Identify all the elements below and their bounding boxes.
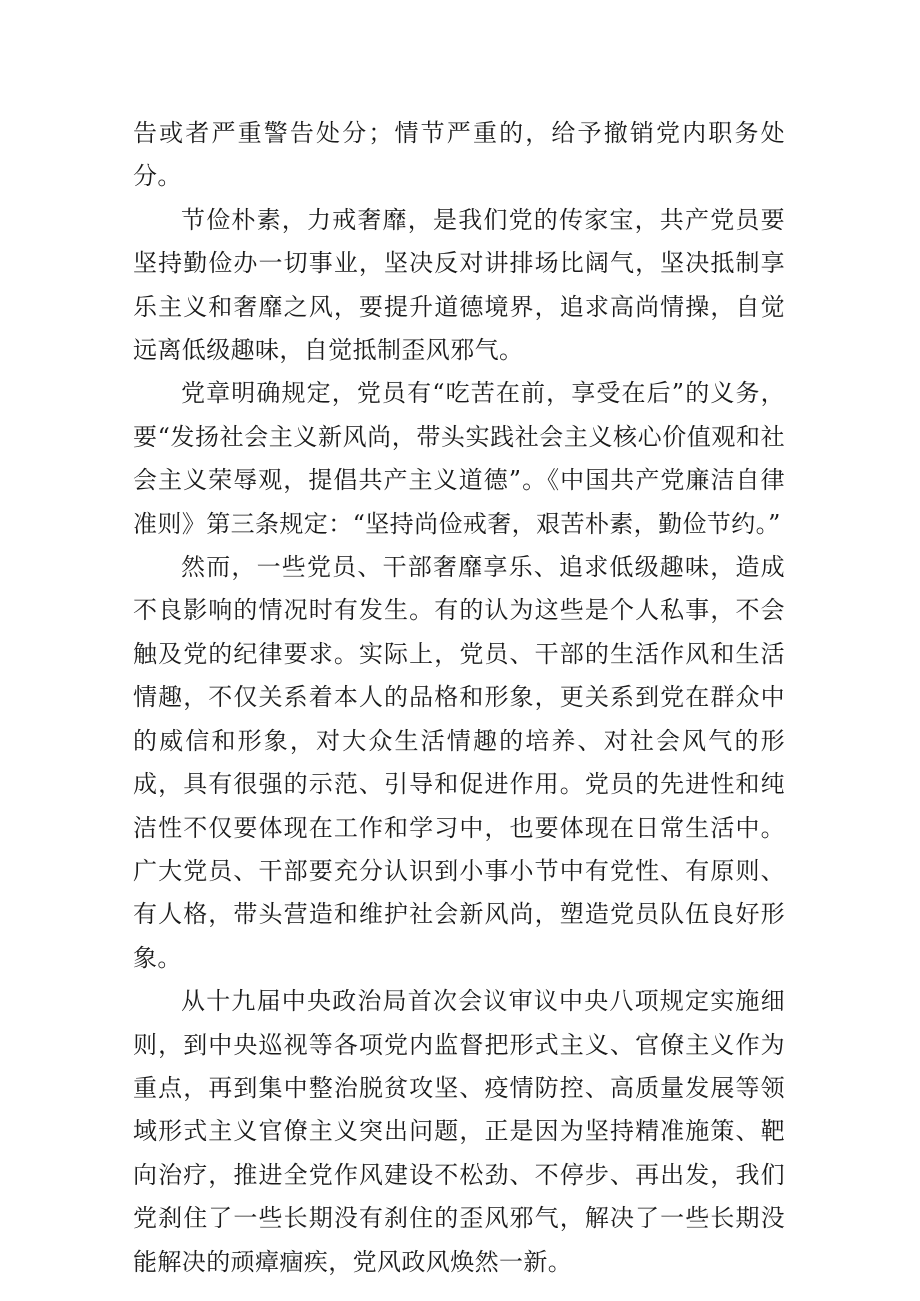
paragraph-1: 告或者严重警告处分；情节严重的，给予撤销党内职务处分。 bbox=[133, 119, 785, 191]
document-body bbox=[133, 112, 785, 1284]
paragraph-4: 然而，一些党员、干部奢靡享乐、追求低级趣味，造成不良影响的情况时有发生。有的认为这些是个人私事，不会触及党的纪律要求。实际上，党员、干部的生活作风和生活情趣，不仅关系着本人的品格和形象，更关系到党在群众中的威信和形象，对大众生活情趣的培养、对社会风气的形成，具有很强的示范、引导和促进作用。党员的先进性和纯洁性不仅要体现在工作和学习中，也要体现在日常生活中。广大党员、干部要充分认识到小事小节中有党性、有原则、有人格，带头营造和维护社会新风尚，塑造党员队伍良好形象。 bbox=[133, 553, 785, 972]
paragraph-5: 从十九届中央政治局首次会议审议中央八项规定实施细则，到中央巡视等各项党内监督把形式主义、官僚主义作为重点，再到集中整治脱贫攻坚、疫情防控、高质量发展等领域形式主义官僚主义突出问题，正是因为坚持精准施策、靶向治疗，推进全党作风建设不松劲、不停步、再出发，我们党刹住了一些长期没有刹住的歪风邪气，解决了一些长期没能解决的顽瘴痼疾，党风政风焕然一新。 bbox=[133, 987, 785, 1276]
paragraph-2: 节俭朴素，力戒奢靡，是我们党的传家宝，共产党员要坚持勤俭办一切事业，坚决反对讲排场比阔气，坚决抵制享乐主义和奢靡之风，要提升道德境界，追求高尚情操，自觉远离低级趣味，自觉抵制歪风邪气。 bbox=[133, 205, 785, 365]
paragraph-3: 党章明确规定，党员有“吃苦在前，享受在后”的义务，要“发扬社会主义新风尚，带头实践社会主义核心价值观和社会主义荣辱观，提倡共产主义道德”。《中国共产党廉洁自律准则》第三条规定：“坚持尚俭戒奢，艰苦朴素，勤俭节约。” bbox=[133, 379, 785, 538]
